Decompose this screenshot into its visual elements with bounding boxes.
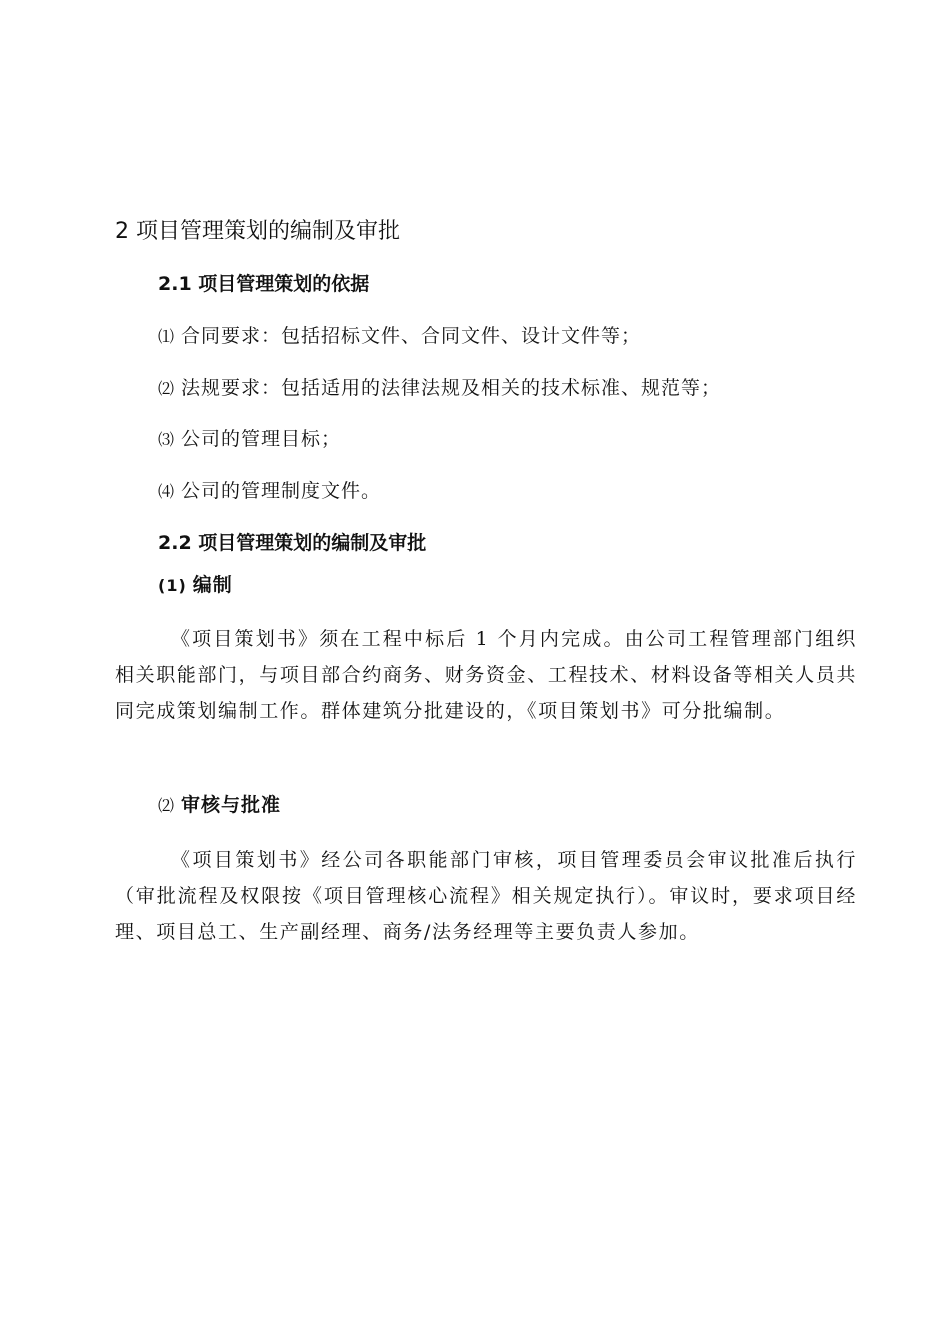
basis-item-2-text: 法规要求：包括适用的法律法规及相关的技术标准、规范等；: [181, 377, 722, 399]
section-title: 2 项目管理策划的编制及审批: [115, 219, 400, 244]
basis-item-3-number: ⑶: [158, 430, 176, 449]
basis-item-4: [158, 477, 381, 506]
compile-paragraph: 《项目策划书》须在工程中标后 1 个月内完成。由公司工程管理部门组织相关职能部门，与项目部合约商务、财务资金、工程技术、材料设备等相关人员共同完成策划编制工作。群体建筑分批建设的，《项目策划书》可分批编制。: [115, 628, 857, 722]
compile-subheading-1-label: 编制: [192, 574, 233, 596]
compile-subheading-1: [158, 571, 233, 600]
basis-item-1-number: ⑴: [158, 327, 176, 346]
compile-subheading-1-number: (1): [158, 576, 187, 595]
basis-item-4-text: 公司的管理制度文件。: [181, 480, 382, 502]
basis-item-2: [158, 374, 721, 403]
compile-heading: 2.2 项目管理策划的编制及审批: [158, 532, 427, 554]
basis-item-2-number: ⑵: [158, 379, 176, 398]
basis-heading: 2.1 项目管理策划的依据: [158, 273, 370, 295]
basis-item-3-text: 公司的管理目标；: [181, 428, 342, 450]
basis-item-1: [158, 322, 641, 351]
compile-subheading-2: [158, 791, 281, 820]
approval-paragraph: 《项目策划书》经公司各职能部门审核，项目管理委员会审议批准后执行（审批流程及权限按《项目管理核心流程》相关规定执行）。审议时，要求项目经理、项目总工、生产副经理、商务/法务经理等主要负责人参加。: [115, 849, 857, 943]
basis-item-4-number: ⑷: [158, 482, 176, 501]
compile-subheading-2-label: 审核与批准: [181, 794, 282, 816]
basis-item-3: [158, 425, 341, 454]
basis-item-1-text: 合同要求：包括招标文件、合同文件、设计文件等；: [181, 325, 642, 347]
compile-subheading-2-number: ⑵: [158, 796, 176, 815]
